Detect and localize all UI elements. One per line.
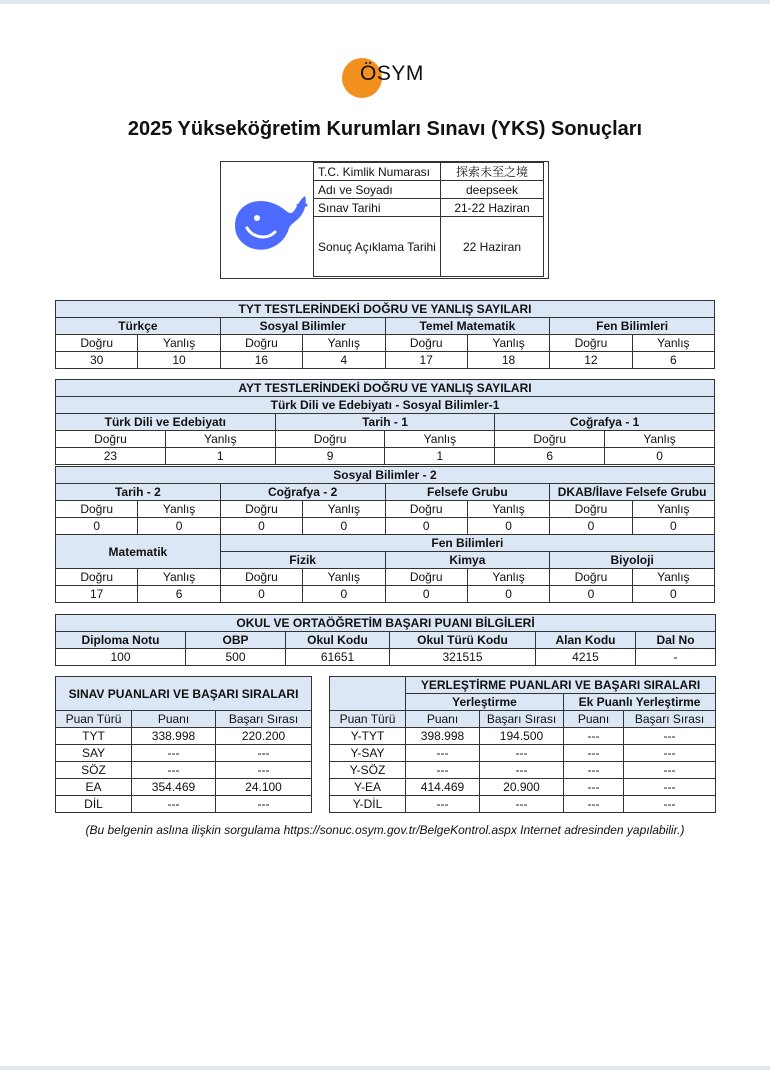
ayt-biyoloji-wrong: 0: [632, 586, 714, 603]
osym-logo-text: ÖSYM: [360, 62, 424, 85]
score-rank: ---: [216, 745, 312, 762]
col-wrong: Yanlış: [632, 335, 714, 352]
col-correct: Doğru: [385, 569, 467, 586]
ayt-fizik-correct: 0: [220, 586, 302, 603]
placement-title: YERLEŞTİRME PUANLARI VE BAŞARI SIRALARI: [406, 677, 716, 694]
ayt-subject-cografya1: Coğrafya - 1: [495, 414, 715, 431]
tyt-sosyal-wrong: 4: [303, 352, 385, 369]
score-value: 354.469: [132, 779, 216, 796]
table-row: [330, 796, 716, 813]
ayt-felsefe-wrong: 0: [467, 518, 549, 535]
tyt-subject-turkce: Türkçe: [56, 318, 221, 335]
candidate-row: [314, 199, 544, 217]
scores-title: SINAV PUANLARI VE BAŞARI SIRALARI: [56, 677, 312, 711]
obp-header-diploma: Diploma Notu: [56, 632, 186, 649]
placement-extra-rank: ---: [624, 762, 716, 779]
ayt-cografya2-wrong: 0: [303, 518, 385, 535]
placement-extra-rank: ---: [624, 745, 716, 762]
obp-obp-value: 500: [186, 649, 286, 666]
id-number-value: 探索未至之境: [441, 163, 544, 181]
ayt-matematik-correct: 17: [56, 586, 138, 603]
score-value: 338.998: [132, 728, 216, 745]
ayt-tds1-title: Türk Dili ve Edebiyatı - Sosyal Bilimler-1: [56, 397, 715, 414]
scores-header-type: Puan Türü: [56, 711, 132, 728]
obp-field-code-value: 4215: [536, 649, 636, 666]
ayt-sos2-header-row: [56, 501, 715, 518]
col-correct: Doğru: [495, 431, 605, 448]
exam-date-value: 21-22 Haziran: [441, 199, 544, 217]
obp-header-field-code: Alan Kodu: [536, 632, 636, 649]
placement-score: ---: [406, 796, 480, 813]
ayt-subject-fizik: Fizik: [220, 552, 385, 569]
table-row: [330, 745, 716, 762]
ayt-tarih1-wrong: 1: [385, 448, 495, 465]
col-correct: Doğru: [550, 569, 632, 586]
placement-extra-rank: ---: [624, 728, 716, 745]
ayt-sos2-subject-row: [56, 484, 715, 501]
tyt-subject-row: [56, 318, 715, 335]
ayt-tarih1-correct: 9: [275, 448, 385, 465]
obp-branch-value: -: [636, 649, 716, 666]
page-bottom-edge: [0, 1066, 770, 1070]
ayt-kimya-wrong: 0: [467, 586, 549, 603]
score-type: DİL: [56, 796, 132, 813]
ayt-math-fen-title-row: [56, 535, 715, 552]
col-wrong: Yanlış: [165, 431, 275, 448]
placement-type: Y-SÖZ: [330, 762, 406, 779]
ayt-cografya1-wrong: 0: [605, 448, 715, 465]
col-correct: Doğru: [385, 501, 467, 518]
placement-extra-score: ---: [564, 728, 624, 745]
scores-header-rank: Başarı Sırası: [216, 711, 312, 728]
ayt-title-row: [56, 380, 715, 397]
placement-header-extra-rank: Başarı Sırası: [624, 711, 716, 728]
placement-group-extra: Ek Puanlı Yerleştirme: [564, 694, 716, 711]
score-type: SAY: [56, 745, 132, 762]
score-value: ---: [132, 745, 216, 762]
placement-score: 398.998: [406, 728, 480, 745]
score-type: EA: [56, 779, 132, 796]
col-wrong: Yanlış: [632, 569, 714, 586]
ayt-dkab-wrong: 0: [632, 518, 714, 535]
tyt-matematik-wrong: 18: [467, 352, 549, 369]
score-rank: 24.100: [216, 779, 312, 796]
table-row: [56, 796, 312, 813]
obp-header-school-code: Okul Kodu: [286, 632, 390, 649]
tyt-value-row: [56, 352, 715, 369]
col-wrong: Yanlış: [632, 501, 714, 518]
id-number-label: T.C. Kimlik Numarası: [314, 163, 441, 181]
placement-extra-score: ---: [564, 745, 624, 762]
table-row: [56, 779, 312, 796]
placement-type: Y-DİL: [330, 796, 406, 813]
ayt-tarih2-wrong: 0: [138, 518, 220, 535]
placement-extra-rank: ---: [624, 796, 716, 813]
whale-icon: [227, 182, 311, 258]
candidate-info-box: [220, 161, 549, 279]
table-row: [330, 779, 716, 796]
result-date-value: 22 Haziran: [441, 217, 544, 277]
col-correct: Doğru: [56, 335, 138, 352]
tyt-title-row: [56, 301, 715, 318]
col-correct: Doğru: [56, 569, 138, 586]
ayt-table-1: [55, 379, 715, 465]
col-wrong: Yanlış: [138, 335, 220, 352]
placement-extra-rank: ---: [624, 779, 716, 796]
tyt-title: TYT TESTLERİNDEKİ DOĞRU VE YANLIŞ SAYILARI: [56, 301, 715, 318]
col-correct: Doğru: [56, 501, 138, 518]
ayt-math-fen-value-row: [56, 586, 715, 603]
tyt-table: [55, 300, 715, 369]
ayt-subject-felsefe: Felsefe Grubu: [385, 484, 550, 501]
obp-school-code-value: 61651: [286, 649, 390, 666]
ayt-title: AYT TESTLERİNDEKİ DOĞRU VE YANLIŞ SAYILARI: [56, 380, 715, 397]
ayt-tarih2-correct: 0: [56, 518, 138, 535]
obp-school-type-value: 321515: [390, 649, 536, 666]
col-correct: Doğru: [220, 501, 302, 518]
tyt-header-row: [56, 335, 715, 352]
obp-table: [55, 614, 716, 666]
col-wrong: Yanlış: [303, 569, 385, 586]
ayt-felsefe-correct: 0: [385, 518, 467, 535]
col-correct: Doğru: [220, 569, 302, 586]
score-type: SÖZ: [56, 762, 132, 779]
scores-table: [55, 676, 312, 813]
obp-title: OKUL VE ORTAÖĞRETİM BAŞARI PUANI BİLGİLERİ: [56, 615, 716, 632]
ayt-subject-kimya: Kimya: [385, 552, 550, 569]
col-correct: Doğru: [275, 431, 385, 448]
table-row: [56, 728, 312, 745]
col-wrong: Yanlış: [605, 431, 715, 448]
ayt-sos2-title: Sosyal Bilimler - 2: [56, 467, 715, 484]
col-wrong: Yanlış: [303, 335, 385, 352]
ayt-subject-matematik: Matematik: [56, 535, 221, 569]
ayt-biyoloji-correct: 0: [550, 586, 632, 603]
table-row: [330, 762, 716, 779]
col-wrong: Yanlış: [385, 431, 495, 448]
verification-note: (Bu belgenin aslına ilişkin sorgulama https://sonuc.osym.gov.tr/BelgeKontrol.aspx Internet adresinden yapılabilir.): [85, 823, 685, 837]
candidate-row: [314, 181, 544, 199]
score-rank: ---: [216, 796, 312, 813]
ayt-tds1-title-row: [56, 397, 715, 414]
placement-score: ---: [406, 745, 480, 762]
placement-rank: ---: [480, 762, 564, 779]
candidate-row: [314, 163, 544, 181]
tyt-turkce-correct: 30: [56, 352, 138, 369]
ayt-matematik-wrong: 6: [138, 586, 220, 603]
col-wrong: Yanlış: [138, 569, 220, 586]
col-correct: Doğru: [56, 431, 166, 448]
col-correct: Doğru: [220, 335, 302, 352]
ayt-kimya-correct: 0: [385, 586, 467, 603]
name-label: Adı ve Soyadı: [314, 181, 441, 199]
placement-type: Y-TYT: [330, 728, 406, 745]
placement-header-extra-score: Puanı: [564, 711, 624, 728]
placement-table: [329, 676, 716, 813]
tyt-subject-matematik: Temel Matematik: [385, 318, 550, 335]
col-correct: Doğru: [550, 501, 632, 518]
ayt-subject-biyoloji: Biyoloji: [550, 552, 715, 569]
col-wrong: Yanlış: [467, 335, 549, 352]
ayt-sos2-title-row: [56, 467, 715, 484]
obp-value-row: [56, 649, 716, 666]
table-row: [330, 728, 716, 745]
placement-type: Y-EA: [330, 779, 406, 796]
tyt-turkce-wrong: 10: [138, 352, 220, 369]
col-correct: Doğru: [550, 335, 632, 352]
obp-header-row: [56, 632, 716, 649]
ayt-dkab-correct: 0: [550, 518, 632, 535]
table-row: [56, 762, 312, 779]
candidate-row: [314, 217, 544, 277]
placement-rank: ---: [480, 745, 564, 762]
scores-header-score: Puanı: [132, 711, 216, 728]
tyt-fen-wrong: 6: [632, 352, 714, 369]
score-value: ---: [132, 762, 216, 779]
obp-diploma-value: 100: [56, 649, 186, 666]
result-date-label: Sonuç Açıklama Tarihi: [314, 217, 441, 277]
exam-date-label: Sınav Tarihi: [314, 199, 441, 217]
table-row: [56, 745, 312, 762]
score-value: ---: [132, 796, 216, 813]
placement-header-score: Puanı: [406, 711, 480, 728]
ayt-cografya2-correct: 0: [220, 518, 302, 535]
score-rank: 220.200: [216, 728, 312, 745]
placement-rank: 20.900: [480, 779, 564, 796]
obp-header-branch: Dal No: [636, 632, 716, 649]
candidate-info-table: [313, 162, 544, 277]
ayt-subject-tarih1: Tarih - 1: [275, 414, 495, 431]
ayt-cografya1-correct: 6: [495, 448, 605, 465]
score-rank: ---: [216, 762, 312, 779]
page-title: 2025 Yükseköğretim Kurumları Sınavı (YKS) Sonuçları: [127, 118, 643, 140]
ayt-tds1-subject-row: [56, 414, 715, 431]
ayt-tds1-value-row: [56, 448, 715, 465]
placement-extra-score: ---: [564, 762, 624, 779]
page-top-edge: [0, 0, 770, 4]
ayt-fizik-wrong: 0: [303, 586, 385, 603]
col-correct: Doğru: [385, 335, 467, 352]
tyt-sosyal-correct: 16: [220, 352, 302, 369]
ayt-table-2: [55, 466, 715, 603]
ayt-sos2-value-row: [56, 518, 715, 535]
col-wrong: Yanlış: [303, 501, 385, 518]
tyt-subject-sosyal: Sosyal Bilimler: [220, 318, 385, 335]
ayt-edebiyat-correct: 23: [56, 448, 166, 465]
placement-extra-score: ---: [564, 779, 624, 796]
col-wrong: Yanlış: [138, 501, 220, 518]
placement-type: Y-SAY: [330, 745, 406, 762]
ayt-subject-dkab: DKAB/İlave Felsefe Grubu: [550, 484, 715, 501]
obp-title-row: [56, 615, 716, 632]
placement-header-rank: Başarı Sırası: [480, 711, 564, 728]
ayt-subject-edebiyat: Türk Dili ve Edebiyatı: [56, 414, 276, 431]
tyt-subject-fen: Fen Bilimleri: [550, 318, 715, 335]
ayt-tds1-header-row: [56, 431, 715, 448]
ayt-subject-cografya2: Coğrafya - 2: [220, 484, 385, 501]
col-wrong: Yanlış: [467, 569, 549, 586]
ayt-math-fen-header-row: [56, 569, 715, 586]
tyt-matematik-correct: 17: [385, 352, 467, 369]
tyt-fen-correct: 12: [550, 352, 632, 369]
placement-rank: ---: [480, 796, 564, 813]
osym-logo: [342, 56, 442, 100]
placement-header-row: [330, 711, 716, 728]
ayt-subject-tarih2: Tarih - 2: [56, 484, 221, 501]
col-wrong: Yanlış: [467, 501, 549, 518]
score-type: TYT: [56, 728, 132, 745]
placement-score: 414.469: [406, 779, 480, 796]
placement-group-regular: Yerleştirme: [406, 694, 564, 711]
placement-rank: 194.500: [480, 728, 564, 745]
ayt-fen-title: Fen Bilimleri: [220, 535, 714, 552]
placement-score: ---: [406, 762, 480, 779]
obp-header-obp: OBP: [186, 632, 286, 649]
placement-header-type: Puan Türü: [330, 711, 406, 728]
name-value: deepseek: [441, 181, 544, 199]
placement-extra-score: ---: [564, 796, 624, 813]
ayt-edebiyat-wrong: 1: [165, 448, 275, 465]
scores-header-row: [56, 711, 312, 728]
placement-title-row: [330, 677, 716, 694]
obp-header-school-type: Okul Türü Kodu: [390, 632, 536, 649]
placement-corner: [330, 677, 406, 711]
